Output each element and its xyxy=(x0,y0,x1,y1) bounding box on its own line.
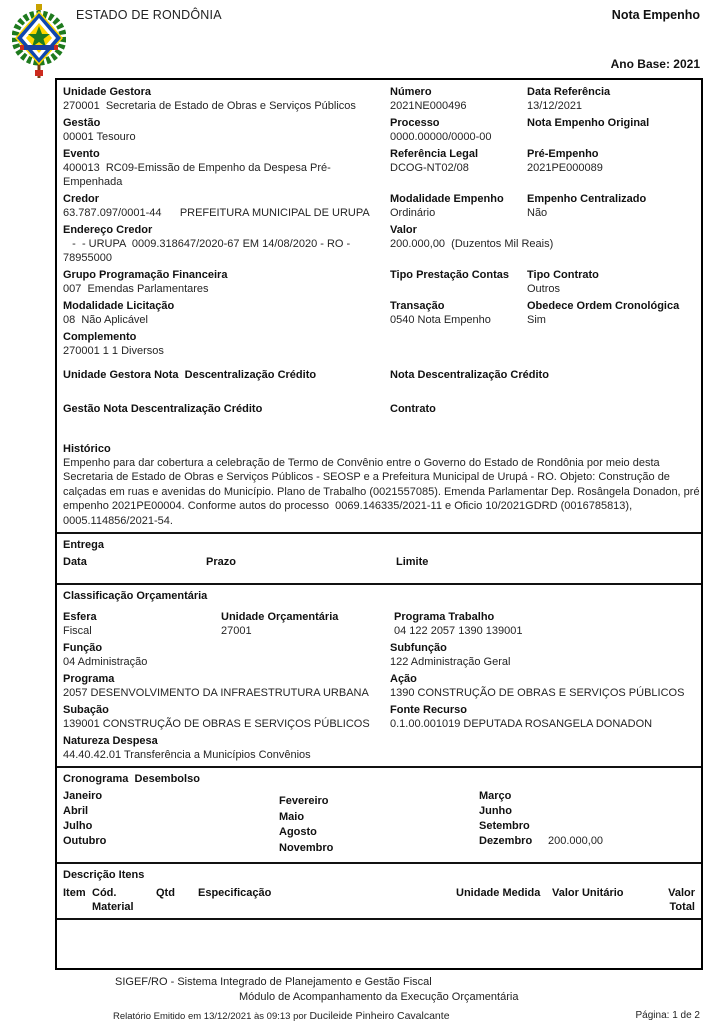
field-transacao xyxy=(390,299,527,327)
field-nota-empenho-original xyxy=(527,116,695,144)
form-row xyxy=(63,672,695,700)
classificacao-title: Classificação Orçamentária xyxy=(63,590,208,603)
form-row xyxy=(63,268,695,296)
field-value: 400013 RC09-Emissão de Empenho da Despesa Pré-Empenhada xyxy=(63,162,331,188)
field-label: Evento xyxy=(63,148,100,160)
historico-label: Histórico xyxy=(63,443,111,455)
field-label: Fonte Recurso xyxy=(390,704,468,717)
col-header-qtd: Qtd xyxy=(156,887,175,900)
field-label: Nota Descentralização Crédito xyxy=(390,369,549,381)
field-value: 007 Emendas Parlamentares xyxy=(63,283,209,295)
month-row xyxy=(479,834,695,848)
field-complemento xyxy=(63,330,390,358)
field-label: Pré-Empenho xyxy=(527,148,599,160)
field-label: Empenho Centralizado xyxy=(527,193,647,205)
field-subfuncao xyxy=(390,641,695,669)
field-value: 122 Administração Geral xyxy=(390,656,511,669)
field-label: Complemento xyxy=(63,331,137,343)
field-value: 270001 Secretaria de Estado de Obras e Serviços Públicos xyxy=(63,100,356,112)
field-value: 2021PE000089 xyxy=(527,162,603,174)
form-row xyxy=(63,703,695,731)
field-label: Nota Empenho Original xyxy=(527,117,650,129)
field-value: 44.40.42.01 Transferência a Municípios Convênios xyxy=(63,749,311,762)
form-row xyxy=(63,402,695,433)
form-row xyxy=(63,223,695,265)
form-row xyxy=(63,610,695,638)
field-natureza-despesa xyxy=(63,734,390,762)
field-value: 2021NE000496 xyxy=(390,100,467,112)
field-value: 13/12/2021 xyxy=(527,100,583,112)
field-value: 08 Não Aplicável xyxy=(63,314,148,326)
field-label: Data Referência xyxy=(527,86,611,98)
month-label: Agosto xyxy=(279,826,317,839)
field-ug-nota-descentralizacao xyxy=(63,368,390,399)
field-value: 1390 CONSTRUÇÃO DE OBRAS E SERVIÇOS PÚBLICOS xyxy=(390,687,685,700)
form-row xyxy=(63,85,695,113)
field-label: Ação xyxy=(390,673,417,686)
field-value: DCOG-NT02/08 xyxy=(390,162,469,174)
field-esfera xyxy=(63,610,221,638)
entrega-prazo-label: Prazo xyxy=(206,556,236,569)
field-value: Fiscal xyxy=(63,625,92,638)
section-entrega xyxy=(63,555,695,569)
form-row xyxy=(63,116,695,144)
field-value: 63.787.097/0001-44 PREFEITURA MUNICIPAL DE URUPA xyxy=(63,207,370,219)
field-funcao xyxy=(63,641,390,669)
field-value: 04 Administração xyxy=(63,656,148,669)
section-divider xyxy=(57,583,701,585)
footer-emitted-line xyxy=(113,1010,450,1022)
field-label: Unidade Gestora xyxy=(63,86,152,98)
itens-title: Descrição Itens xyxy=(63,869,145,882)
field-value xyxy=(63,416,384,429)
field-data-referencia xyxy=(527,85,695,113)
col-header-especificacao: Especificação xyxy=(198,887,272,900)
field-label: Credor xyxy=(63,193,100,205)
field-referencia-legal xyxy=(390,147,527,189)
col-header-valor-unitario: Valor Unitário xyxy=(552,887,624,900)
cronograma-title: Cronograma Desembolso xyxy=(63,773,200,786)
field-unidade-gestora xyxy=(63,85,390,113)
field-tipo-prestacao-contas xyxy=(390,268,527,296)
historico-text: Empenho para dar cobertura a celebração de Termo de Convênio entre o Governo do Estado de Rondônia por meio desta Secretaria de Estado de Obras e Serviços Públicos - SEOSP e a Prefeitura Municipal de Urupá - RO. Objeto: Construção de calçadas em ruas e avenidas do Município. Plano de Trabalho (0021557085). Emenda Parlamentar Dep. Rosângela Donadon, pré empenho 2021PE00004. Conforme autos do processo 0069.146335/2021-11 e Oficio 10/2021GDRD (0016785813), 0005.114856/2021-54. xyxy=(63,457,703,527)
doc-title: Nota Empenho xyxy=(611,8,700,22)
section-historico xyxy=(63,442,703,528)
field-gestao-nota-descentralizacao xyxy=(63,402,390,433)
field-label: Obedece Ordem Cronológica xyxy=(527,300,680,312)
field-label: Subação xyxy=(63,704,109,717)
field-tipo-contrato xyxy=(527,268,695,296)
field-modalidade-licitacao xyxy=(63,299,390,327)
field-programa xyxy=(63,672,390,700)
field-label: Tipo Prestação Contas xyxy=(390,269,509,281)
month-label: Outubro xyxy=(63,835,107,848)
month-label: Abril xyxy=(63,805,89,818)
field-label: Esfera xyxy=(63,611,97,624)
footer-system-line2: Módulo de Acompanhamento da Execução Orçamentária xyxy=(239,991,519,1003)
month-label: Janeiro xyxy=(63,790,103,803)
month-label: Julho xyxy=(63,820,93,833)
field-empenho-centralizado xyxy=(527,192,695,220)
field-acao xyxy=(390,672,695,700)
field-value: Outros xyxy=(527,283,561,295)
section-divider xyxy=(57,766,701,768)
field-gestao xyxy=(63,116,390,144)
entrega-limite-label: Limite xyxy=(396,556,429,569)
col-header-cod-material: Cód. Material xyxy=(92,887,134,914)
field-value: 0.1.00.001019 DEPUTADA ROSANGELA DONADON xyxy=(390,718,653,731)
footer-page-number: Página: 1 de 2 xyxy=(635,1010,700,1021)
field-label: Modalidade Empenho xyxy=(390,193,504,205)
field-label: Gestão Nota Descentralização Crédito xyxy=(63,403,263,415)
footer-system-line1: SIGEF/RO - Sistema Integrado de Planejamento e Gestão Fiscal xyxy=(115,976,432,988)
form-row xyxy=(63,368,695,399)
field-label: Unidade Orçamentária xyxy=(221,611,339,624)
itens-header-rule xyxy=(57,918,701,920)
field-label: Grupo Programação Financeira xyxy=(63,269,228,281)
rondonia-coat-of-arms-icon xyxy=(12,4,66,83)
form-row xyxy=(63,192,695,220)
field-grupo-programacao-financeira xyxy=(63,268,390,296)
month-row xyxy=(479,819,695,833)
cronograma-col2 xyxy=(279,789,479,856)
form-row xyxy=(63,641,695,669)
entrega-data-label: Data xyxy=(63,556,87,569)
field-nota-descentralizacao xyxy=(390,368,695,399)
cronograma-col3 xyxy=(479,789,695,856)
field-label: Transação xyxy=(390,300,445,312)
field-subacao xyxy=(63,703,390,731)
field-label: Programa xyxy=(63,673,115,686)
field-unidade-orcamentaria xyxy=(221,610,394,638)
field-pre-empenho xyxy=(527,147,695,189)
month-row xyxy=(479,804,695,818)
field-label: Subfunção xyxy=(390,642,447,655)
field-value: 0000.00000/0000-00 xyxy=(390,131,492,143)
footer-emitted-by: Ducileide Pinheiro Cavalcante xyxy=(309,1010,450,1022)
field-value xyxy=(390,282,521,295)
field-value xyxy=(390,416,689,429)
field-label: Função xyxy=(63,642,103,655)
field-numero xyxy=(390,85,527,113)
field-processo xyxy=(390,116,527,144)
field-label: Processo xyxy=(390,117,440,129)
field-value: 00001 Tesouro xyxy=(63,131,136,143)
month-label: Dezembro xyxy=(479,835,533,848)
field-contrato xyxy=(390,402,695,433)
field-value: 0540 Nota Empenho xyxy=(390,314,491,326)
page-header xyxy=(0,0,708,78)
field-valor xyxy=(390,223,695,265)
field-value: 27001 xyxy=(221,625,252,638)
field-label: Número xyxy=(390,86,432,98)
field-value xyxy=(63,382,384,395)
month-value: 200.000,00 xyxy=(548,835,604,848)
field-value: 139001 CONSTRUÇÃO DE OBRAS E SERVIÇOS PÚBLICOS xyxy=(63,718,370,731)
field-label: Gestão xyxy=(63,117,101,129)
field-obedece-ordem-cronologica xyxy=(527,299,695,327)
field-label: Programa Trabalho xyxy=(394,611,495,624)
cronograma-col1 xyxy=(63,789,279,856)
field-programa-trabalho xyxy=(394,610,695,638)
form-row xyxy=(63,734,695,762)
field-label: Referência Legal xyxy=(390,148,479,160)
field-modalidade-empenho xyxy=(390,192,527,220)
month-label: Março xyxy=(479,790,512,803)
form-row xyxy=(63,330,695,358)
field-endereco-credor xyxy=(63,223,390,265)
page-footer xyxy=(0,970,708,1024)
field-fonte-recurso xyxy=(390,703,695,731)
field-label: Tipo Contrato xyxy=(527,269,599,281)
section-cronograma xyxy=(63,789,695,856)
form-row xyxy=(63,299,695,327)
field-value xyxy=(390,382,689,395)
field-value xyxy=(527,130,689,143)
section-divider xyxy=(57,862,701,864)
form-row xyxy=(63,147,695,189)
col-header-item: Item xyxy=(63,887,86,900)
field-evento xyxy=(63,147,390,189)
field-value: 2057 DESENVOLVIMENTO DA INFRAESTRUTURA URBANA xyxy=(63,687,369,700)
field-value: Ordinário xyxy=(390,207,436,219)
ano-base: Ano Base: 2021 xyxy=(610,57,700,71)
field-credor xyxy=(63,192,390,220)
field-label: Valor xyxy=(390,224,417,236)
col-header-unidade-medida: Unidade Medida xyxy=(456,887,541,900)
month-label: Fevereiro xyxy=(279,795,329,808)
section-divider xyxy=(57,532,701,534)
field-value: 200.000,00 (Duzentos Mil Reais) xyxy=(390,238,554,250)
month-label: Novembro xyxy=(279,841,334,854)
field-value: - - URUPA 0009.318647/2020-67 EM 14/08/2020 - RO - 78955000 xyxy=(63,238,354,264)
field-label: Endereço Credor xyxy=(63,224,153,236)
month-label: Setembro xyxy=(479,820,530,833)
field-label: Unidade Gestora Nota Descentralização Crédito xyxy=(63,369,317,381)
field-value: 04 122 2057 1390 139001 xyxy=(394,625,523,638)
field-value: Não xyxy=(527,207,548,219)
field-value: 270001 1 1 Diversos xyxy=(63,345,164,357)
field-label: Natureza Despesa xyxy=(63,735,158,748)
col-header-valor-total: Valor Total xyxy=(668,887,695,914)
month-label: Junho xyxy=(479,805,512,818)
nota-empenho-form xyxy=(55,78,703,970)
field-value: Sim xyxy=(527,314,546,326)
entrega-title: Entrega xyxy=(63,539,104,552)
field-label: Contrato xyxy=(390,403,436,415)
month-label: Maio xyxy=(279,810,305,823)
field-label: Modalidade Licitação xyxy=(63,300,175,312)
footer-emitted-text: Relatório Emitido em 13/12/2021 às 09:13 por xyxy=(113,1011,310,1022)
month-row xyxy=(479,789,695,803)
org-name: ESTADO DE RONDÔNIA xyxy=(76,8,222,22)
itens-table-header xyxy=(63,886,695,918)
